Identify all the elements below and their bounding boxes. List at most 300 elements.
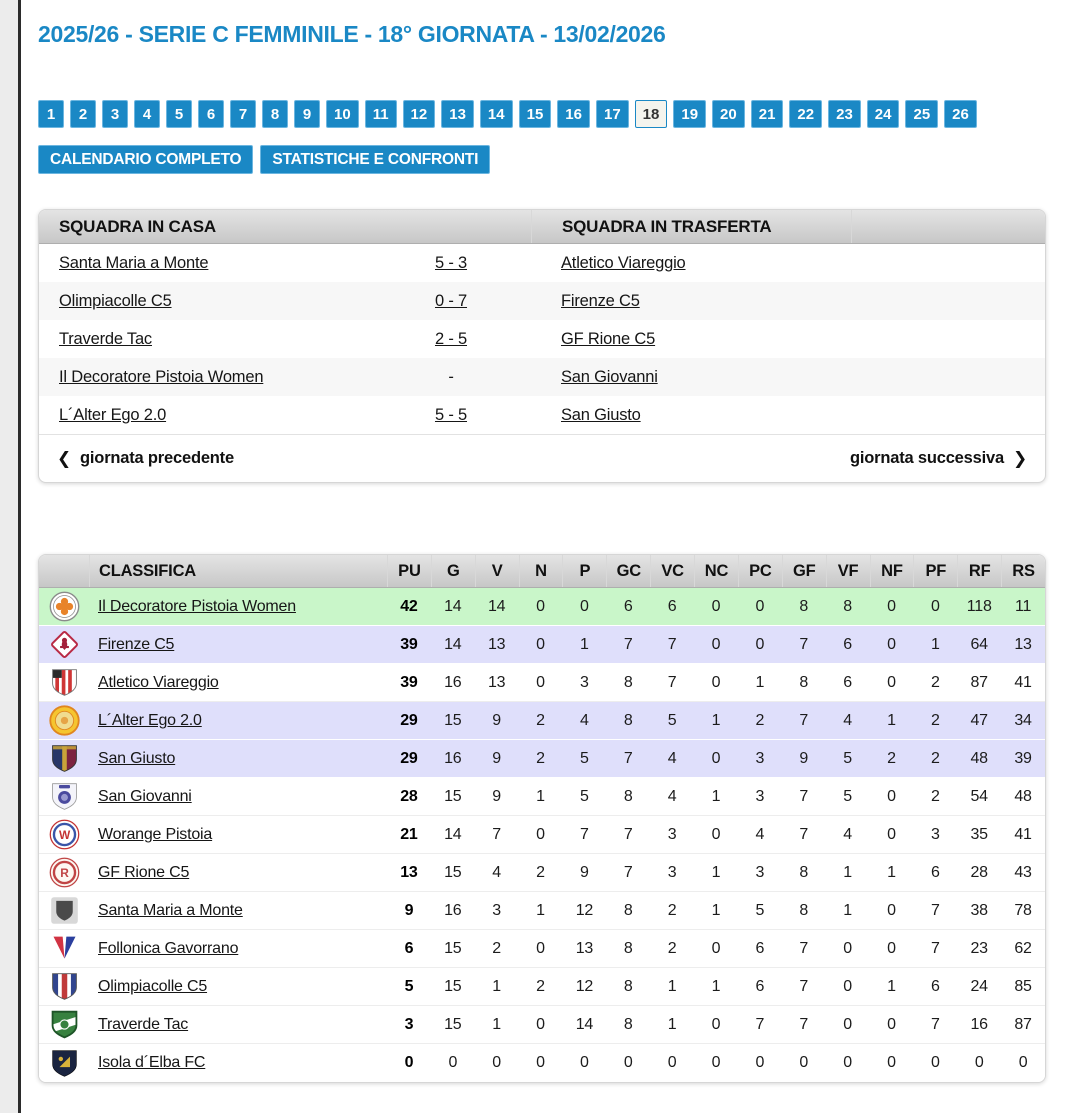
stat-v: 3	[492, 901, 501, 919]
stat-p: 7	[580, 825, 589, 843]
team-badge-icon	[39, 818, 89, 851]
stat-vf: 4	[843, 825, 852, 843]
stat-gf: 7	[799, 825, 809, 843]
round-button-24[interactable]: 24	[867, 100, 900, 128]
stat-pc: 1	[755, 673, 765, 691]
match-score-link[interactable]: 5 - 5	[434, 405, 468, 424]
stat-vf: 4	[843, 711, 852, 729]
round-button-6[interactable]: 6	[198, 100, 224, 128]
stat-pu: 39	[400, 673, 418, 691]
team-badge-icon	[39, 704, 89, 737]
stat-gc: 8	[623, 711, 633, 729]
stat-vf: 6	[843, 635, 852, 653]
round-button-23[interactable]: 23	[828, 100, 861, 128]
stat-gc: 7	[623, 749, 633, 767]
column-header-pc: PC	[738, 555, 782, 587]
column-header-nf: NF	[870, 555, 914, 587]
results-header-spacer	[851, 210, 1045, 243]
stat-nf: 0	[887, 635, 896, 653]
full-calendar-button[interactable]: CALENDARIO COMPLETO	[38, 145, 253, 174]
stat-pf: 3	[930, 825, 940, 843]
round-button-9[interactable]: 9	[294, 100, 320, 128]
stat-rf: 54	[970, 787, 988, 805]
stat-n: 0	[536, 939, 545, 957]
column-header-rf: RF	[957, 555, 1001, 587]
stat-rs: 41	[1014, 673, 1032, 691]
match-score-link: -	[448, 367, 454, 386]
stat-g: 15	[444, 939, 462, 957]
stats-comparisons-button[interactable]: STATISTICHE E CONFRONTI	[260, 145, 490, 174]
away-team-link[interactable]: Atletico Viareggio	[561, 253, 686, 272]
stat-pf: 7	[930, 901, 940, 919]
standings-row	[39, 1044, 1045, 1082]
stat-rf: 28	[970, 863, 988, 881]
stat-v: 1	[492, 1015, 501, 1033]
stat-pc: 3	[755, 863, 765, 881]
match-list	[39, 244, 1045, 434]
action-buttons	[38, 145, 1046, 174]
standings-body	[39, 588, 1045, 1082]
stat-v: 4	[492, 863, 501, 881]
stat-pc: 7	[755, 1015, 765, 1033]
stat-rf: 64	[970, 635, 988, 653]
standings-row	[39, 702, 1045, 740]
chevron-right-icon: ❯	[1012, 448, 1027, 468]
stat-v: 2	[492, 939, 501, 957]
round-button-20[interactable]: 20	[712, 100, 745, 128]
stat-v: 13	[487, 673, 506, 691]
home-team-column-header: SQUADRA IN CASA	[59, 216, 216, 236]
stat-gc: 7	[623, 825, 633, 843]
stat-v: 7	[492, 825, 501, 843]
team-badge-icon	[39, 970, 89, 1003]
stat-pu: 21	[400, 825, 418, 843]
stat-rs: 87	[1014, 1015, 1032, 1033]
round-button-8[interactable]: 8	[262, 100, 288, 128]
stat-vc: 3	[667, 825, 677, 843]
stat-nc: 1	[711, 787, 721, 805]
stat-v: 1	[492, 977, 501, 995]
stat-gf: 7	[799, 977, 809, 995]
stat-g: 0	[448, 1054, 458, 1071]
standings-row	[39, 626, 1045, 664]
stat-gc: 6	[623, 597, 633, 615]
page-content	[38, 0, 1046, 1083]
stat-rf: 24	[970, 977, 988, 995]
standings-team-link[interactable]: Isola d´Elba FC	[98, 1054, 206, 1071]
stat-v: 9	[492, 749, 501, 767]
stat-pc: 0	[755, 597, 765, 615]
stat-n: 0	[536, 635, 545, 653]
round-button-15[interactable]: 15	[519, 100, 552, 128]
column-header-rs: RS	[1001, 555, 1045, 587]
team-badge-icon	[39, 742, 89, 775]
stat-v: 9	[492, 711, 501, 729]
stat-nc: 0	[711, 673, 721, 691]
stat-rf: 38	[970, 901, 988, 919]
stat-nf: 0	[887, 939, 896, 957]
stat-gf: 7	[799, 787, 809, 805]
stat-gc: 8	[623, 1015, 633, 1033]
standings-title: CLASSIFICA	[89, 555, 387, 587]
stat-pc: 4	[755, 825, 765, 843]
stat-rf: 35	[970, 825, 988, 843]
stat-gf: 8	[799, 901, 809, 919]
stat-gc: 8	[623, 673, 633, 691]
standings-row	[39, 740, 1045, 778]
stat-pu: 9	[404, 901, 414, 919]
round-button-7[interactable]: 7	[230, 100, 256, 128]
stat-pu: 29	[400, 749, 418, 767]
stat-nf: 0	[887, 1054, 896, 1071]
stat-vc: 7	[667, 635, 677, 653]
column-header-vf: VF	[826, 555, 870, 587]
stat-g: 15	[444, 977, 462, 995]
match-score-link[interactable]: 0 - 7	[434, 291, 468, 310]
stat-p: 9	[580, 863, 589, 881]
match-row	[39, 282, 1045, 320]
team-badge-icon	[39, 1008, 89, 1041]
standings-row	[39, 778, 1045, 816]
stat-n: 0	[536, 1015, 545, 1033]
standings-team-link[interactable]: Follonica Gavorrano	[98, 939, 239, 957]
standings-team-link[interactable]: Traverde Tac	[98, 1015, 189, 1033]
stat-rf: 118	[966, 597, 992, 615]
stat-v: 14	[487, 597, 506, 615]
stat-pf: 7	[930, 939, 940, 957]
column-header-gf: GF	[782, 555, 826, 587]
stat-gc: 8	[623, 901, 633, 919]
home-team-link[interactable]: L´Alter Ego 2.0	[59, 405, 167, 424]
stat-pf: 2	[930, 673, 940, 691]
stat-pc: 0	[755, 635, 765, 653]
stat-vc: 6	[667, 597, 677, 615]
stat-nc: 1	[711, 977, 721, 995]
standings-team-link[interactable]: San Giusto	[98, 749, 176, 767]
stat-vf: 0	[843, 1015, 852, 1033]
column-header-vc: VC	[650, 555, 694, 587]
column-header-n: N	[519, 555, 563, 587]
team-badge-icon	[39, 894, 89, 927]
match-score-link[interactable]: 2 - 5	[434, 329, 468, 348]
stat-rf: 16	[970, 1015, 988, 1033]
stat-pc: 3	[755, 787, 765, 805]
stat-pf: 7	[930, 1015, 940, 1033]
stat-pf: 6	[930, 863, 940, 881]
stat-gc: 8	[623, 787, 633, 805]
stat-pu: 5	[404, 977, 414, 995]
standings-header	[39, 555, 1045, 588]
stat-vf: 0	[843, 977, 852, 995]
round-button-11[interactable]: 11	[365, 100, 397, 128]
round-button-4[interactable]: 4	[134, 100, 160, 128]
chevron-left-icon: ❮	[57, 448, 72, 468]
stat-n: 1	[536, 787, 545, 805]
standings-team-link[interactable]: GF Rione C5	[98, 863, 190, 881]
stat-rs: 34	[1014, 711, 1032, 729]
stat-rf: 87	[970, 673, 988, 691]
stat-nc: 0	[711, 597, 721, 615]
stat-rs: 48	[1014, 787, 1032, 805]
stat-nc: 1	[711, 901, 721, 919]
stat-nf: 0	[887, 825, 896, 843]
stat-p: 0	[580, 597, 589, 615]
stat-pu: 42	[400, 597, 418, 615]
stat-nc: 0	[711, 939, 721, 957]
stat-g: 14	[444, 825, 462, 843]
stat-vc: 2	[667, 939, 677, 957]
team-badge-icon	[39, 780, 89, 813]
stat-gf: 8	[799, 863, 809, 881]
stat-gf: 7	[799, 1015, 809, 1033]
round-button-26[interactable]: 26	[944, 100, 977, 128]
stat-vc: 5	[667, 711, 677, 729]
team-badge-icon	[39, 856, 89, 889]
stat-gc: 8	[623, 977, 633, 995]
stat-g: 16	[444, 749, 462, 767]
stat-gc: 0	[623, 1054, 633, 1071]
standings-team-link[interactable]: Il Decoratore Pistoia Women	[98, 597, 296, 615]
stat-pc: 5	[755, 901, 765, 919]
standings-team-link[interactable]: Firenze C5	[98, 635, 175, 653]
stat-p: 14	[575, 1015, 594, 1033]
stat-rs: 11	[1014, 597, 1032, 615]
next-round-label: giornata successiva	[850, 449, 1004, 467]
stat-n: 2	[536, 863, 545, 881]
away-team-link[interactable]: GF Rione C5	[561, 329, 656, 348]
stat-gc: 8	[623, 939, 633, 957]
stat-pf: 2	[930, 711, 940, 729]
standings-card	[38, 554, 1046, 1083]
previous-round-link[interactable]	[57, 449, 234, 469]
stat-vf: 1	[843, 863, 852, 881]
stat-vf: 0	[843, 939, 852, 957]
stat-gf: 7	[799, 711, 809, 729]
stat-p: 1	[580, 635, 589, 653]
standings-team-link[interactable]: Atletico Viareggio	[98, 673, 219, 691]
standings-team-link[interactable]: Olimpiacolle C5	[98, 977, 208, 995]
stat-g: 16	[444, 901, 462, 919]
stat-nf: 0	[887, 1015, 896, 1033]
round-button-16[interactable]: 16	[557, 100, 590, 128]
stat-nf: 0	[887, 673, 896, 691]
standings-team-link[interactable]: San Giovanni	[98, 787, 192, 805]
stat-n: 2	[536, 749, 545, 767]
standings-row	[39, 816, 1045, 854]
stat-pu: 3	[404, 1015, 414, 1033]
stat-gf: 8	[799, 597, 809, 615]
away-team-link[interactable]: San Giovanni	[561, 367, 658, 386]
stat-p: 0	[580, 1054, 589, 1071]
home-team-link[interactable]: Olimpiacolle C5	[59, 291, 172, 310]
round-button-18[interactable]: 18	[635, 100, 668, 128]
stat-rs: 13	[1014, 635, 1032, 653]
round-button-12[interactable]: 12	[403, 100, 436, 128]
match-score-link[interactable]: 5 - 3	[434, 253, 468, 272]
stat-pu: 0	[404, 1054, 414, 1071]
column-header-p: P	[562, 555, 606, 587]
stat-g: 15	[444, 1015, 462, 1033]
stat-pc: 2	[755, 711, 765, 729]
round-button-22[interactable]: 22	[789, 100, 822, 128]
results-header	[39, 210, 1045, 244]
standings-row	[39, 588, 1045, 626]
stat-n: 0	[536, 1054, 545, 1071]
stat-rf: 23	[970, 939, 988, 957]
stat-vf: 5	[843, 787, 852, 805]
team-badge-icon	[39, 666, 89, 699]
stat-pu: 13	[400, 863, 418, 881]
stat-nf: 2	[887, 749, 896, 767]
stat-v: 0	[492, 1054, 501, 1071]
round-button-3[interactable]: 3	[102, 100, 128, 128]
stat-vc: 2	[667, 901, 677, 919]
round-button-21[interactable]: 21	[751, 100, 784, 128]
stat-pu: 28	[400, 787, 418, 805]
standings-row	[39, 930, 1045, 968]
stat-gf: 9	[799, 749, 809, 767]
stat-nc: 0	[711, 749, 721, 767]
stat-nc: 0	[711, 1015, 721, 1033]
page-edge-strip	[0, 0, 18, 1113]
page-edge-line	[18, 0, 21, 1113]
team-badge-icon	[39, 932, 89, 965]
stat-pf: 2	[930, 787, 940, 805]
round-button-17[interactable]: 17	[596, 100, 629, 128]
match-row	[39, 244, 1045, 282]
stat-v: 9	[492, 787, 501, 805]
stat-nc: 1	[711, 711, 721, 729]
standings-row	[39, 664, 1045, 702]
stat-n: 0	[536, 673, 545, 691]
svg-text:R: R	[59, 866, 69, 881]
stat-p: 12	[575, 901, 594, 919]
stat-g: 16	[444, 673, 462, 691]
home-team-link[interactable]: Santa Maria a Monte	[59, 253, 209, 272]
stat-vc: 3	[667, 863, 677, 881]
stat-pc: 3	[755, 749, 765, 767]
round-button-10[interactable]: 10	[326, 100, 359, 128]
round-button-2[interactable]: 2	[70, 100, 96, 128]
round-button-1[interactable]: 1	[38, 100, 64, 128]
stat-n: 2	[536, 711, 545, 729]
standings-team-link[interactable]: L´Alter Ego 2.0	[98, 711, 202, 729]
stat-g: 15	[444, 863, 462, 881]
stat-pf: 6	[930, 977, 940, 995]
match-row	[39, 320, 1045, 358]
round-button-5[interactable]: 5	[166, 100, 192, 128]
page-title: 2025/26 - SERIE C FEMMINILE - 18° GIORNATA - 13/02/2026	[38, 21, 666, 47]
stat-n: 1	[536, 901, 545, 919]
column-header-nc: NC	[694, 555, 738, 587]
team-badge-icon	[39, 1047, 89, 1080]
stat-p: 5	[580, 787, 589, 805]
stat-pf: 2	[930, 749, 940, 767]
stat-pu: 6	[404, 939, 414, 957]
home-team-link[interactable]: Traverde Tac	[59, 329, 152, 348]
standings-row	[39, 892, 1045, 930]
stat-rs: 41	[1014, 825, 1032, 843]
stat-vf: 5	[843, 749, 852, 767]
away-team-column-header: SQUADRA IN TRASFERTA	[531, 210, 851, 243]
stat-pc: 6	[755, 939, 765, 957]
away-team-link[interactable]: Firenze C5	[561, 291, 640, 310]
stat-rs: 39	[1014, 749, 1032, 767]
stat-n: 0	[536, 825, 545, 843]
round-button-14[interactable]: 14	[480, 100, 513, 128]
match-row	[39, 396, 1045, 434]
standings-row	[39, 1006, 1045, 1044]
standings-row	[39, 968, 1045, 1006]
stat-nc: 0	[711, 1054, 721, 1071]
stat-v: 13	[487, 635, 506, 653]
stat-gf: 7	[799, 939, 809, 957]
standings-team-link[interactable]: Worange Pistoia	[98, 825, 213, 843]
stat-gf: 7	[799, 635, 809, 653]
stat-gf: 0	[799, 1054, 809, 1071]
stat-n: 0	[536, 597, 545, 615]
stat-nf: 1	[887, 977, 896, 995]
stat-rs: 62	[1014, 939, 1032, 957]
stat-vc: 4	[667, 787, 677, 805]
stat-vc: 1	[667, 977, 677, 995]
stat-vf: 1	[843, 901, 852, 919]
column-header-g: G	[431, 555, 475, 587]
stat-nc: 0	[711, 635, 721, 653]
stat-pf: 1	[930, 635, 940, 653]
stat-nf: 1	[887, 863, 896, 881]
round-button-25[interactable]: 25	[905, 100, 938, 128]
results-card	[38, 209, 1046, 483]
stat-g: 14	[444, 597, 462, 615]
stat-p: 12	[575, 977, 594, 995]
stat-pf: 0	[930, 597, 940, 615]
stat-nc: 1	[711, 863, 721, 881]
stat-vf: 8	[843, 597, 852, 615]
stat-pc: 0	[755, 1054, 765, 1071]
stat-pc: 6	[755, 977, 765, 995]
stat-gf: 8	[799, 673, 809, 691]
away-team-link[interactable]: San Giusto	[561, 405, 641, 424]
svg-text:W: W	[58, 828, 70, 843]
stat-g: 14	[444, 635, 462, 653]
stat-rf: 47	[970, 711, 988, 729]
stat-rf: 0	[974, 1054, 984, 1071]
stat-rs: 0	[1018, 1054, 1028, 1071]
round-button-13[interactable]: 13	[441, 100, 474, 128]
stat-rs: 85	[1014, 977, 1032, 995]
stat-nc: 0	[711, 825, 721, 843]
next-round-link[interactable]	[850, 449, 1027, 469]
stat-nf: 0	[887, 901, 896, 919]
standings-team-link[interactable]: Santa Maria a Monte	[98, 901, 243, 919]
standings-badge-column-header	[39, 555, 89, 587]
stat-g: 15	[444, 711, 462, 729]
round-button-19[interactable]: 19	[673, 100, 706, 128]
stat-vc: 7	[667, 673, 677, 691]
stat-rs: 43	[1014, 863, 1032, 881]
team-badge-icon	[39, 590, 89, 623]
stat-rs: 78	[1014, 901, 1032, 919]
stat-p: 4	[580, 711, 589, 729]
home-team-link[interactable]: Il Decoratore Pistoia Women	[59, 367, 264, 386]
match-row	[39, 358, 1045, 396]
stat-pu: 39	[400, 635, 418, 653]
stat-gc: 7	[623, 863, 633, 881]
stat-p: 3	[580, 673, 589, 691]
stat-vc: 1	[667, 1015, 677, 1033]
column-header-pf: PF	[913, 555, 957, 587]
